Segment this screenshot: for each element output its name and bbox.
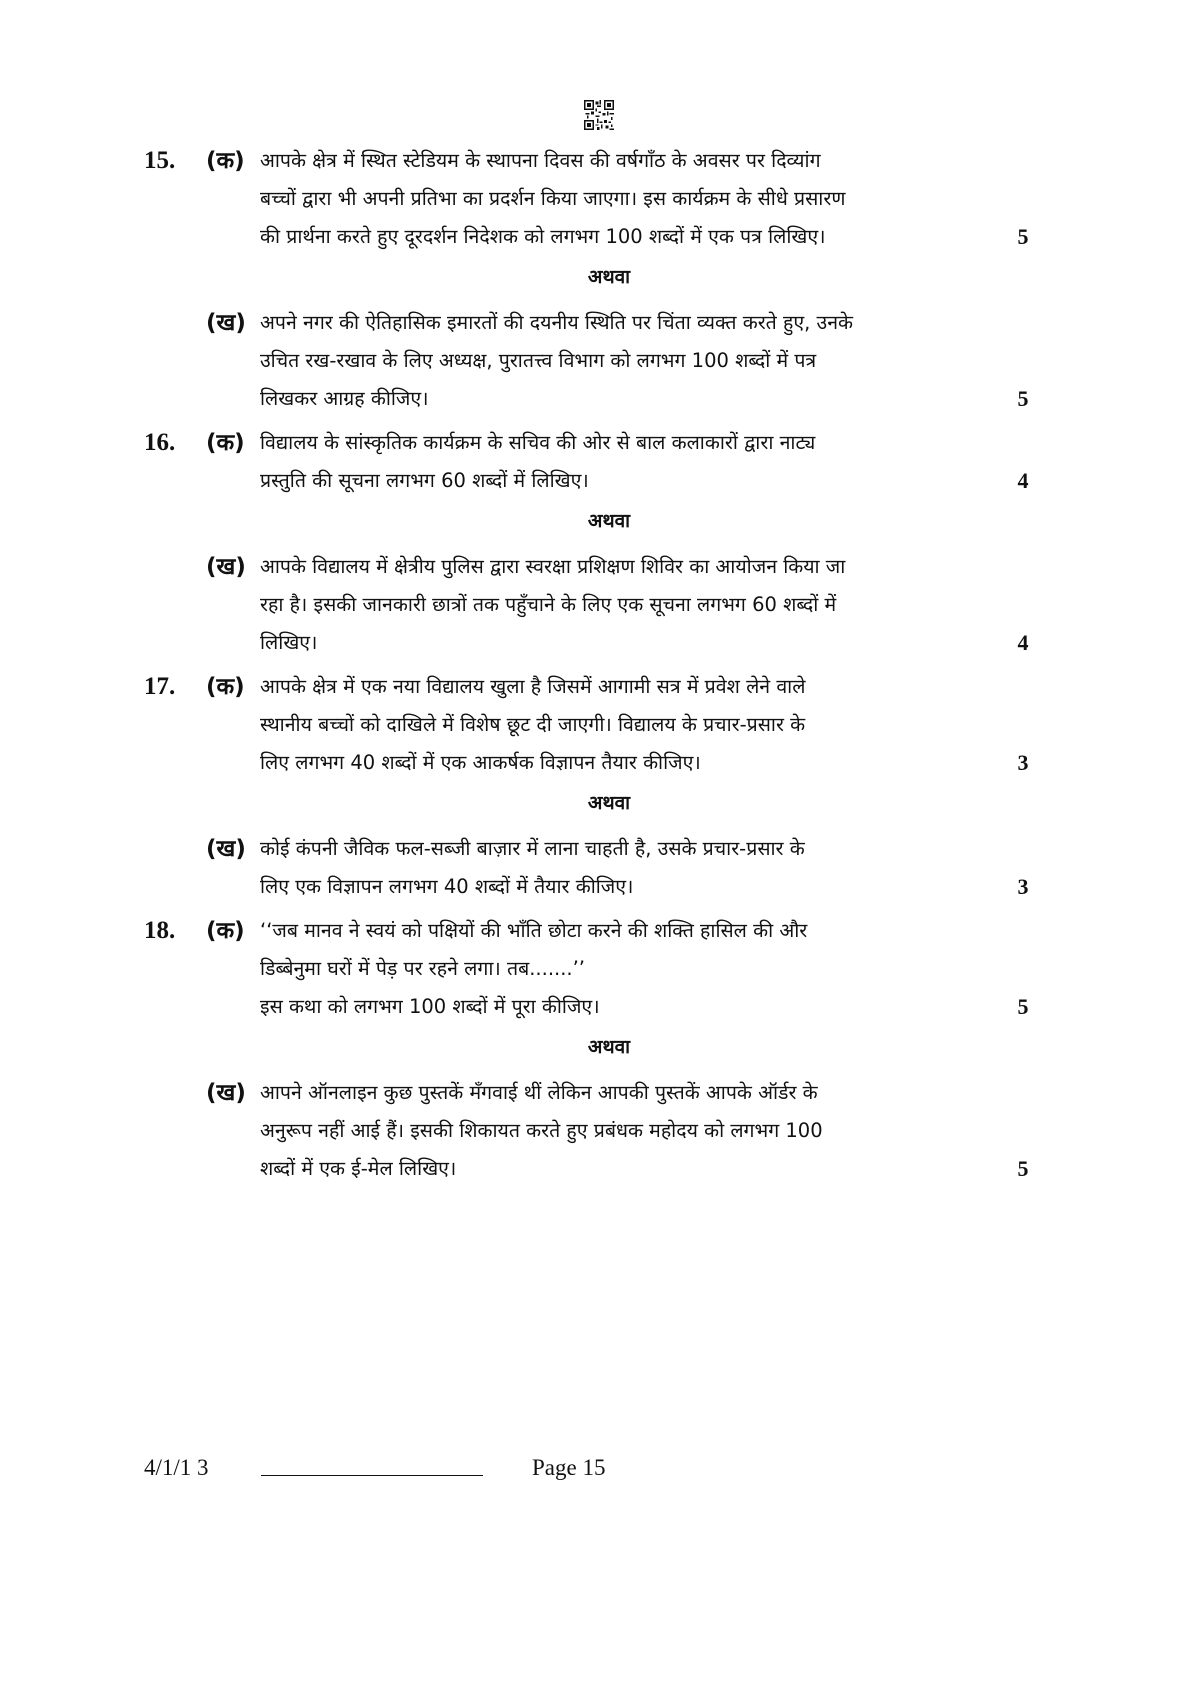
or-separator: अथवा (587, 792, 631, 814)
question-17-part-b (144, 830, 1054, 906)
footer-divider (261, 1475, 483, 1476)
text-line: लिए लगभग 40 शब्दों में एक आकर्षक विज्ञापन तैयार कीजिए। (260, 751, 701, 774)
question-text (260, 142, 940, 256)
or-separator: अथवा (587, 510, 631, 532)
question-18 (144, 912, 1054, 1188)
part-label: (ख) (206, 836, 246, 862)
part-label: (ख) (206, 310, 246, 336)
qr-code-icon (584, 100, 614, 130)
text-line: की प्रार्थना करते हुए दूरदर्शन निदेशक को लगभग 100 शब्दों में एक पत्र लिखिए। (260, 225, 826, 248)
text-line: प्रस्तुति की सूचना लगभग 60 शब्दों में लिखिए। (260, 469, 589, 492)
question-16-part-b (144, 548, 1054, 662)
marks: 5 (1017, 1156, 1029, 1181)
text-line: रहा है। इसकी जानकारी छात्रों तक पहुँचाने के लिए एक सूचना लगभग 60 शब्दों में (260, 593, 837, 616)
text-line: शब्दों में एक ई-मेल लिखिए। (260, 1157, 457, 1180)
text-line: आपने ऑनलाइन कुछ पुस्तकें मँगवाई थीं लेकिन आपकी पुस्तकें आपके ऑर्डर के (260, 1081, 818, 1104)
question-text (260, 668, 940, 782)
text-line: आपके क्षेत्र में स्थित स्टेडियम के स्थापना दिवस की वर्षगाँठ के अवसर पर दिव्यांग (260, 149, 821, 172)
text-line: लिखिए। (260, 631, 318, 654)
marks: 4 (1017, 630, 1029, 655)
question-17-part-a (144, 668, 1054, 782)
part-label: (ख) (206, 1080, 246, 1106)
text-line: लिखकर आग्रह कीजिए। (260, 387, 429, 410)
question-16-part-a (144, 424, 1054, 500)
paper-code: 4/1/1 3 (144, 1455, 209, 1480)
text-line: कोई कंपनी जैविक फल-सब्जी बाज़ार में लाना चाहती है, उसके प्रचार-प्रसार के (260, 837, 805, 860)
text-line: अपने नगर की ऐतिहासिक इमारतों की दयनीय स्थिति पर चिंता व्यक्त करते हुए, उनके (260, 311, 853, 334)
text-line: अनुरूप नहीं आई हैं। इसकी शिकायत करते हुए प्रबंधक महोदय को लगभग 100 (260, 1119, 823, 1142)
part-label: (क) (206, 674, 245, 700)
text-line: बच्चों द्वारा भी अपनी प्रतिभा का प्रदर्शन किया जाएगा। इस कार्यक्रम के सीधे प्रसारण (260, 187, 846, 210)
question-text (260, 548, 940, 662)
marks: 5 (1017, 994, 1029, 1019)
text-line: विद्यालय के सांस्कृतिक कार्यक्रम के सचिव की ओर से बाल कलाकारों द्वारा नाट्य (260, 431, 816, 454)
text-line: स्थानीय बच्चों को दाखिले में विशेष छूट दी जाएगी। विद्यालय के प्रचार-प्रसार के (260, 713, 806, 736)
text-line: आपके क्षेत्र में एक नया विद्यालय खुला है जिसमें आगामी सत्र में प्रवेश लेने वाले (260, 675, 806, 698)
text-line: उचित रख-रखाव के लिए अध्यक्ष, पुरातत्त्व विभाग को लगभग 100 शब्दों में पत्र (260, 349, 817, 372)
question-number: 15. (144, 147, 176, 174)
question-number: 18. (144, 917, 176, 944)
question-number: 16. (144, 429, 176, 456)
question-text (260, 1074, 940, 1188)
question-text (260, 830, 940, 906)
marks: 3 (1017, 750, 1029, 775)
text-line: ‘‘जब मानव ने स्वयं को पक्षियों की भाँति छोटा करने की शक्ति हासिल की और (260, 919, 808, 942)
question-number: 17. (144, 673, 176, 700)
text-line: इस कथा को लगभग 100 शब्दों में पूरा कीजिए। (260, 995, 600, 1018)
question-text (260, 424, 940, 500)
or-separator: अथवा (587, 266, 631, 288)
part-label: (क) (206, 918, 245, 944)
marks: 4 (1017, 468, 1029, 493)
question-text (260, 304, 940, 418)
text-line: डिब्बेनुमा घरों में पेड़ पर रहने लगा। तब.......’’ (260, 957, 586, 980)
question-17 (144, 668, 1054, 906)
page-number: Page 15 (532, 1455, 606, 1480)
question-text (260, 912, 940, 1026)
part-label: (ख) (206, 554, 246, 580)
or-separator: अथवा (587, 1036, 631, 1058)
marks: 3 (1017, 874, 1029, 899)
part-label: (क) (206, 430, 245, 456)
question-18-part-a (144, 912, 1054, 1026)
part-label: (क) (206, 148, 245, 174)
question-16 (144, 424, 1054, 662)
question-18-part-b (144, 1074, 1054, 1188)
question-15-part-a (144, 142, 1054, 256)
text-line: लिए एक विज्ञापन लगभग 40 शब्दों में तैयार कीजिए। (260, 875, 634, 898)
marks: 5 (1017, 386, 1029, 411)
marks: 5 (1017, 224, 1029, 249)
page-footer (144, 1455, 644, 1495)
question-15-part-b (144, 304, 1054, 418)
text-line: आपके विद्यालय में क्षेत्रीय पुलिस द्वारा स्वरक्षा प्रशिक्षण शिविर का आयोजन किया जा (260, 555, 846, 578)
question-15 (144, 142, 1054, 418)
questions-list (144, 142, 1054, 1188)
